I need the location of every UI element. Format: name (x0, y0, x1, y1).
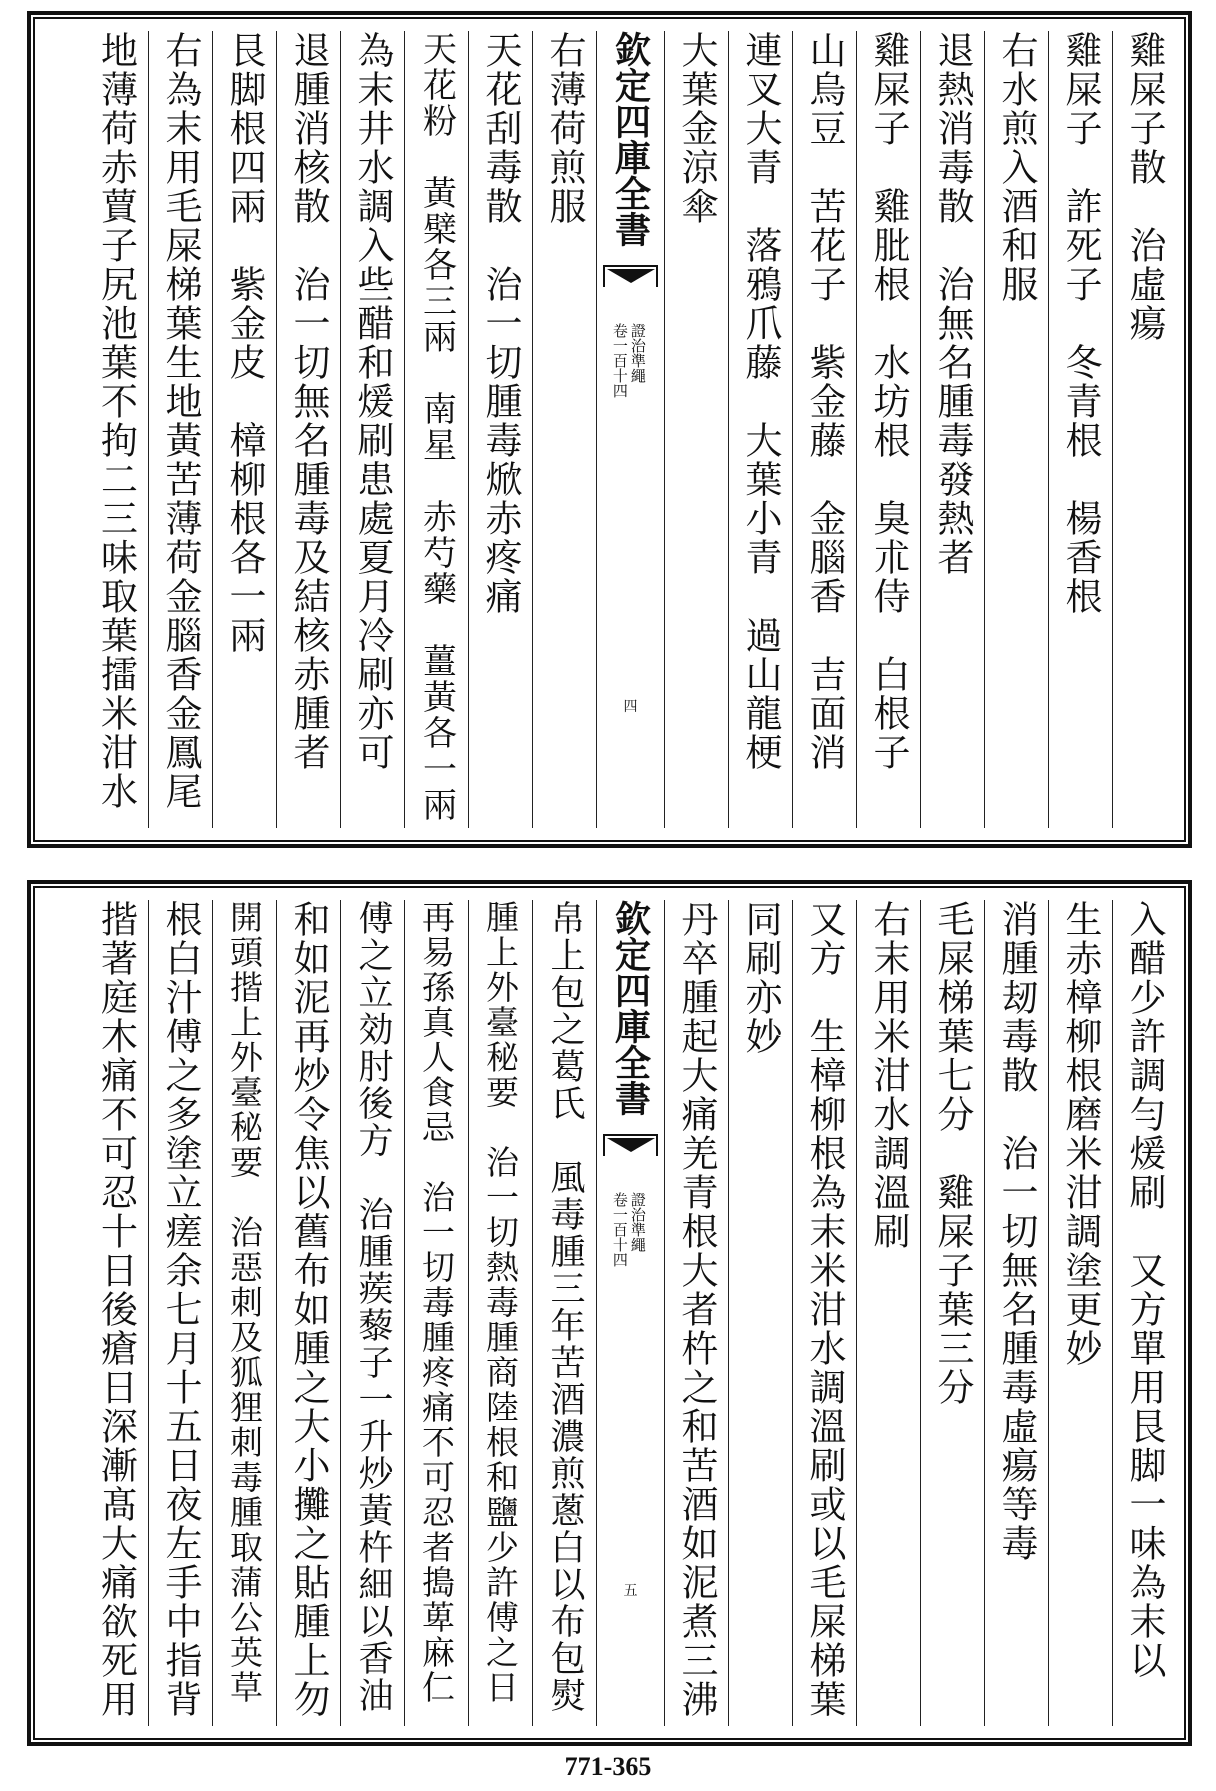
text-column (1112, 900, 1176, 1726)
column-text: 退熱消毒散 治無名腫毒發熱者 (931, 31, 974, 577)
column-text: 根白汁傅之多塗立瘥余七月十五日夜左手中指背 (159, 900, 202, 1719)
column-text: 右薄荷煎服 (543, 31, 586, 226)
text-column (212, 900, 276, 1726)
column-text: 天花粉 黃檗各三兩 南星 赤芍藥 薑黃各一兩 (416, 31, 457, 823)
column-text: 為末井水調入些醋和煖刷患處夏月冷刷亦可 (351, 31, 394, 772)
column-text: 艮脚根四兩 紫金皮 樟柳根各一兩 (223, 31, 266, 655)
text-column (1048, 31, 1112, 828)
text-column (792, 31, 856, 828)
top-page (27, 11, 1192, 848)
column-text: 丹卒腫起大痛羌青根大者杵之和苦酒如泥煮三沸 (675, 900, 718, 1719)
column-text: 退腫消核散 治一切無名腫毒及結核赤腫者 (287, 31, 330, 772)
column-text: 雞屎子 雞肶根 水坊根 臭朮侍 白根子 (867, 31, 910, 772)
text-column (664, 900, 728, 1726)
column-text: 揩著庭木痛不可忍十日後瘡日深漸髙大痛欲死用 (94, 900, 138, 1719)
text-column (1048, 900, 1112, 1726)
margin-page-number: 四 (623, 699, 638, 715)
column-text: 帛上包之葛氏 風毒腫三年苦酒濃煎蔥白以布包熨 (545, 900, 585, 1714)
column-text: 同刷亦妙 (739, 900, 782, 1056)
text-column (148, 900, 212, 1726)
margin-volume: 卷一百十四 (610, 323, 629, 398)
text-column (532, 900, 596, 1726)
text-column (148, 31, 212, 828)
text-column (468, 900, 532, 1726)
margin-volume: 卷一百十四 (610, 1192, 629, 1267)
margin-title: 欽定四庫全書 (609, 31, 652, 247)
text-column (984, 31, 1048, 828)
text-column (84, 31, 148, 828)
column-text: 連叉大青 落鴉爪藤 大葉小青 過山龍梗 (739, 31, 782, 772)
margin-book-title: 證治準繩 (628, 1192, 647, 1252)
column-text: 消腫刼毒散 治一切無名腫毒虛瘍等毒 (995, 900, 1038, 1563)
text-column (984, 900, 1048, 1726)
column-text: 又方 生樟柳根為末米泔水調溫刷或以毛屎梯葉 (803, 900, 846, 1719)
column-text: 開頭揩上外臺秘要 治惡刺及狐狸刺毒腫取蒲公英草 (225, 900, 264, 1705)
column-text: 傅之立効肘後方 治腫蒺藜子一升炒黃杵細以香油 (353, 900, 393, 1714)
text-column (920, 900, 984, 1726)
column-text: 入醋少許調勻煖刷 又方單用艮脚一味為末以 (1123, 900, 1166, 1680)
column-text: 雞屎子散 治虛瘍 (1123, 31, 1166, 343)
fishtail-mark (603, 265, 658, 287)
text-column (340, 31, 404, 828)
page-footer-number: 771-365 (564, 1752, 652, 1781)
bottom-page (27, 880, 1192, 1746)
text-column (468, 31, 532, 828)
column-text: 右為末用毛屎梯葉生地黃苦薄荷金腦香金鳳尾 (159, 31, 202, 811)
margin-page-number: 五 (623, 1583, 638, 1599)
text-column (276, 900, 340, 1726)
center-margin (596, 31, 664, 828)
column-text: 生赤樟柳根磨米泔調塗更妙 (1059, 900, 1102, 1368)
text-column (532, 31, 596, 828)
text-column (276, 31, 340, 828)
column-text: 和如泥再炒令焦以舊布如腫之大小攤之貼腫上勿 (287, 900, 330, 1719)
text-column (856, 31, 920, 828)
text-column (856, 900, 920, 1726)
column-text: 山烏豆 苦花子 紫金藤 金腦香 吉面消 (803, 31, 846, 772)
text-column (792, 900, 856, 1726)
fishtail-mark (603, 1134, 658, 1156)
column-text: 地薄荷赤蕒子尻池葉不拘二三味取葉擂米泔水 (94, 31, 138, 811)
text-column (84, 900, 148, 1726)
column-text: 雞屎子 詐死子 冬青根 楊香根 (1059, 31, 1102, 616)
text-column (1112, 31, 1176, 828)
column-text: 右水煎入酒和服 (995, 31, 1038, 304)
column-text: 再易孫真人食忌 治一切毒腫疼痛不可忍者搗萆麻仁 (417, 900, 456, 1705)
column-text: 天花刮毒散 治一切腫毒焮赤疼痛 (479, 31, 522, 616)
margin-title: 欽定四庫全書 (609, 900, 652, 1116)
column-text: 大葉金涼傘 (675, 31, 718, 226)
text-column (728, 900, 792, 1726)
column-text: 右末用米泔水調溫刷 (867, 900, 910, 1251)
text-column (340, 900, 404, 1726)
text-column (920, 31, 984, 828)
text-column (664, 31, 728, 828)
text-column (404, 31, 468, 828)
margin-book-title: 證治準繩 (628, 323, 647, 383)
column-text: 毛屎梯葉七分 雞屎子葉三分 (931, 900, 974, 1407)
center-margin (596, 900, 664, 1726)
column-text: 腫上外臺秘要 治一切熱毒腫商陸根和鹽少許傅之日 (481, 900, 520, 1705)
text-column (728, 31, 792, 828)
text-column (404, 900, 468, 1726)
text-column (212, 31, 276, 828)
